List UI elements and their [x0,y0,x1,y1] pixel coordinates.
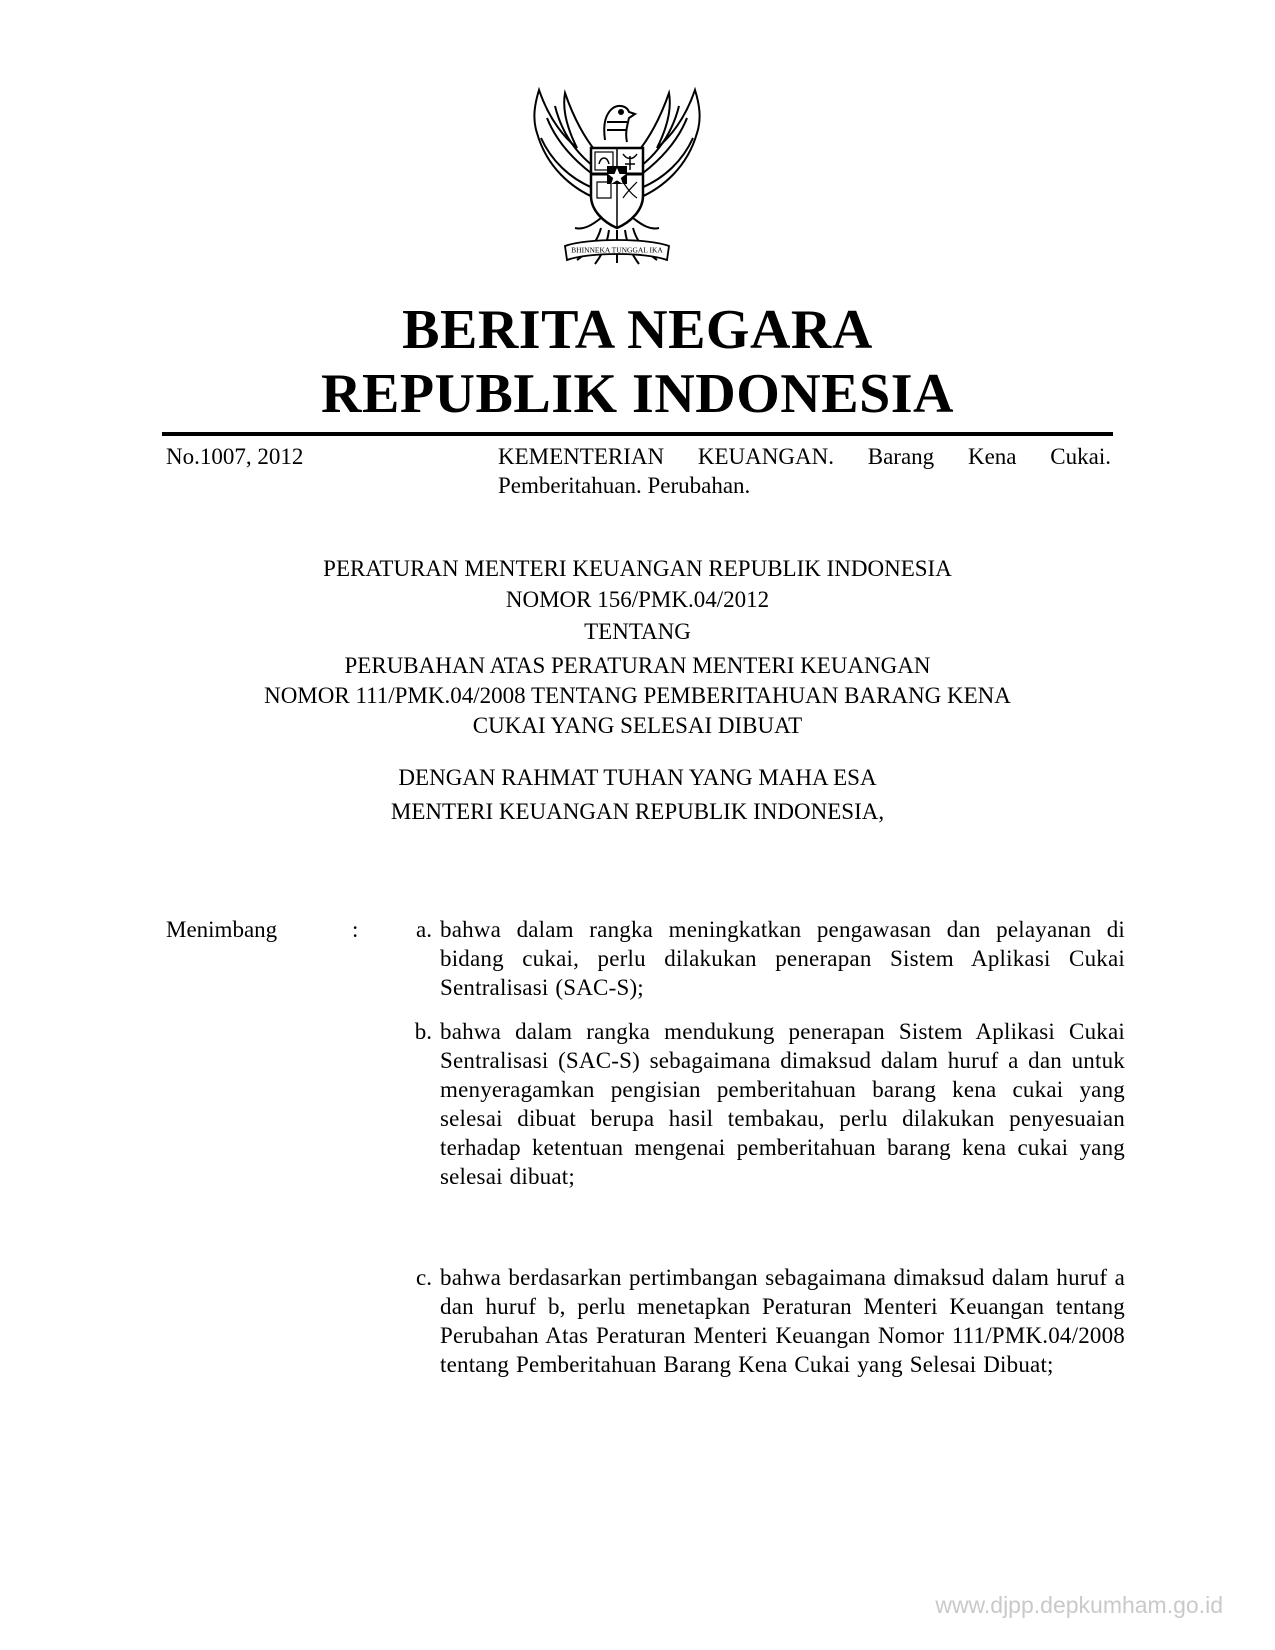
garuda-emblem-icon [517,78,717,278]
regulation-subject-line: CUKAI YANG SELESAI DIBUAT [472,713,803,738]
invocation: DENGAN RAHMAT TUHAN YANG MAHA ESA [398,765,877,790]
gazette-number: No.1007, 2012 [166,444,304,469]
considering-item-text: bahwa dalam rangka mendukung penerapan Sistem Aplikasi Cukai Sentralisasi (SAC-S) sebagaimana dimaksud dalam huruf a dan untuk menyeragamkan pengisian pemberitahuan barang kena cukai yang selesai dibuat berupa hasil tembakau, perlu dilakukan penyesuaian terhadap ketentuan mengenai pemberitahuan barang kena cukai yang selesai dibuat; [440,1019,1125,1189]
considering-item-text: bahwa dalam rangka meningkatkan pengawasan dan pelayanan di bidang cukai, perlu dilakukan penerapan Sistem Aplikasi Cukai Sentralisasi (SAC-S); [440,917,1125,1000]
regulation-number: NOMOR 156/PMK.04/2012 [505,587,770,612]
regulation-subject-line: NOMOR 111/PMK.04/2008 TENTANG PEMBERITAHUAN BARANG KENA [264,683,1011,708]
considering-item-letter: b. [414,1019,432,1044]
issuer: MENTERI KEUANGAN REPUBLIK INDONESIA, [390,799,885,824]
regulation-subject-line: PERUBAHAN ATAS PERATURAN MENTERI KEUANGAN [344,653,931,678]
regulation-title: PERATURAN MENTERI KEUANGAN REPUBLIK INDONESIA [323,556,952,581]
source-watermark: www.djpp.depkumham.go.id [935,1592,1223,1618]
considering-item-letter: c. [416,1265,432,1290]
regulation-about: TENTANG [584,619,691,644]
masthead-title-line1: BERITA NEGARA [402,299,873,361]
considering-item-text: bahwa berdasarkan pertimbangan sebagaimana dimaksud dalam huruf a dan huruf b, perlu menetapkan Peraturan Menteri Keuangan tentang Perubahan Atas Peraturan Menteri Keuangan Nomor 111/PMK.04/2008 tentang Pemberitahuan Barang Kena Cukai yang Selesai Dibuat; [440,1265,1125,1377]
considering-item [402,1017,1125,1191]
considering-item-letter: a. [416,917,432,942]
gazette-subject: KEMENTERIAN KEUANGAN. Barang Kena Cukai. Pemberitahuan. Perubahan. [498,444,1111,498]
masthead-divider [162,432,1113,436]
considering-item [402,915,1125,1002]
considering-label: Menimbang [166,917,278,942]
considering-item [402,1263,1125,1379]
emblem-motto: BHINNEKA TUNGGAL IKA [571,245,663,255]
considering-separator: : [352,917,359,942]
masthead-title-line2: REPUBLIK INDONESIA [321,363,954,425]
